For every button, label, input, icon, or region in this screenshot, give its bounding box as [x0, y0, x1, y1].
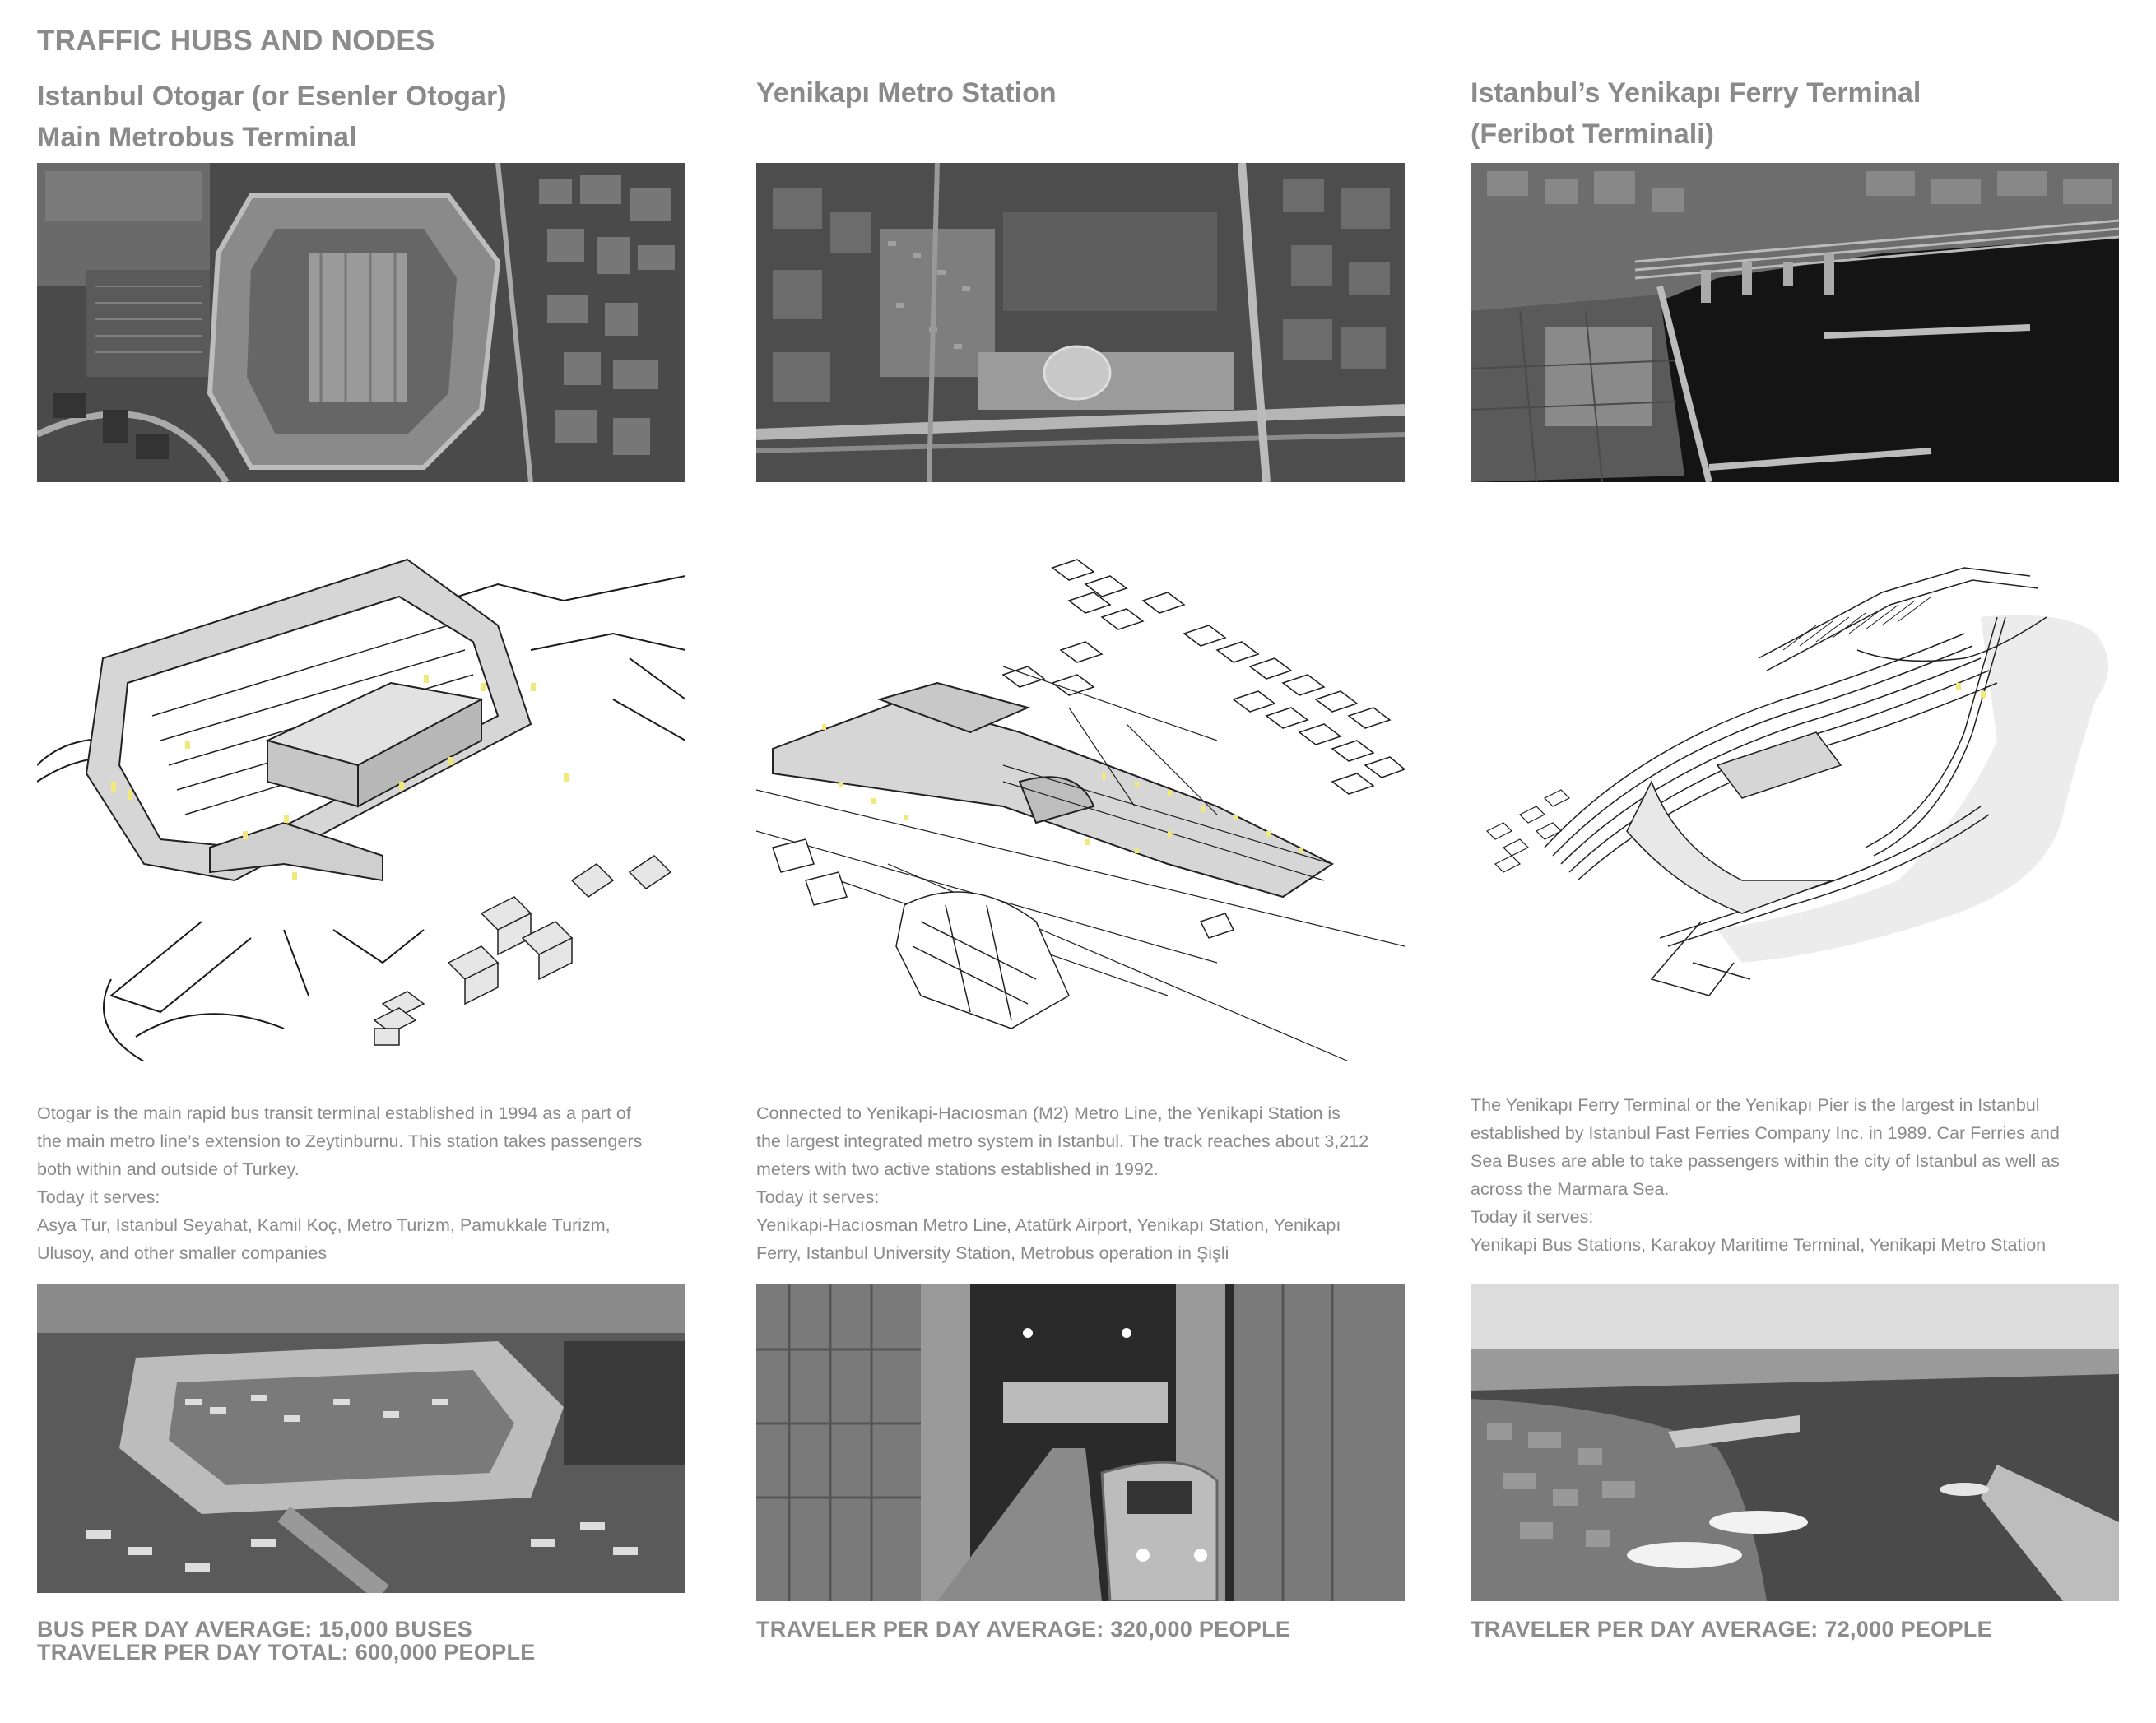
description-line: meters with two active stations established in 1992.	[756, 1159, 1159, 1179]
stat-line: BUS PER DAY AVERAGE: 15,000 BUSES	[37, 1617, 473, 1642]
stat-line: TRAVELER PER DAY AVERAGE: 320,000 PEOPLE	[756, 1617, 1291, 1642]
hub-title	[756, 72, 1057, 114]
description-line: Ferry, Istanbul University Station, Metrobus operation in Şişli	[756, 1243, 1229, 1263]
description-line: both within and outside of Turkey.	[37, 1159, 300, 1179]
axonometric-diagram	[1471, 535, 2119, 1061]
axonometric-diagram	[756, 535, 1405, 1061]
aerial-photo	[756, 163, 1405, 482]
axonometric-diagram	[37, 535, 685, 1061]
hub-title-line: Yenikapı Metro Station	[756, 77, 1057, 109]
hub-description	[756, 1099, 1415, 1267]
description-line: Yenikapi Bus Stations, Karakoy Maritime Terminal, Yenikapi Metro Station	[1471, 1235, 2047, 1255]
description-line: the largest integrated metro system in Istanbul. The track reaches about 3,212	[756, 1131, 1369, 1151]
description-line: Asya Tur, Istanbul Seyahat, Kamil Koç, Metro Turizm, Pamukkale Turizm,	[37, 1215, 611, 1235]
terminal-photo	[1471, 1284, 2119, 1601]
description-line: Yenikapi-Hacıosman Metro Line, Atatürk Airport, Yenikapı Station, Yenikapı	[756, 1215, 1341, 1235]
page-title: TRAFFIC HUBS AND NODES	[37, 25, 435, 57]
hub-stats	[1471, 1618, 1992, 1641]
hub-title	[1471, 72, 1921, 155]
stat-line: TRAVELER PER DAY TOTAL: 600,000 PEOPLE	[37, 1640, 536, 1665]
aerial-photo	[1471, 163, 2119, 482]
hub-title-line: Istanbul’s Yenikapı Ferry Terminal	[1471, 77, 1921, 109]
hub-title	[37, 76, 507, 158]
terminal-photo	[37, 1284, 685, 1593]
description-line: Ulusoy, and other smaller companies	[37, 1243, 328, 1263]
hub-title-line: Istanbul Otogar (or Esenler Otogar)	[37, 81, 507, 112]
description-line: Otogar is the main rapid bus transit terminal established in 1994 as a part of	[37, 1103, 631, 1123]
description-line: across the Marmara Sea.	[1471, 1179, 1670, 1199]
hub-stats	[756, 1618, 1290, 1641]
description-line: Today it serves:	[1471, 1207, 1594, 1227]
description-line: The Yenikapı Ferry Terminal or the Yenikapı Pier is the largest in Istanbul	[1471, 1095, 2040, 1115]
description-line: Sea Buses are able to take passengers within the city of Istanbul as well as	[1471, 1151, 2060, 1171]
description-line: the main metro line’s extension to Zeytinburnu. This station takes passengers	[37, 1131, 643, 1151]
aerial-photo	[37, 163, 685, 482]
hub-title-line: (Feribot Terminali)	[1471, 118, 1714, 150]
description-line: Connected to Yenikapi-Hacıosman (M2) Metro Line, the Yenikapi Station is	[756, 1103, 1341, 1123]
hub-description	[1471, 1091, 2129, 1259]
hub-title-line: Main Metrobus Terminal	[37, 122, 357, 153]
hub-description	[37, 1099, 695, 1267]
description-line: established by Istanbul Fast Ferries Company Inc. in 1989. Car Ferries and	[1471, 1123, 2060, 1143]
description-line: Today it serves:	[756, 1187, 880, 1207]
terminal-photo	[756, 1284, 1405, 1601]
stat-line: TRAVELER PER DAY AVERAGE: 72,000 PEOPLE	[1471, 1617, 1992, 1642]
description-line: Today it serves:	[37, 1187, 160, 1207]
hub-stats	[37, 1618, 536, 1664]
